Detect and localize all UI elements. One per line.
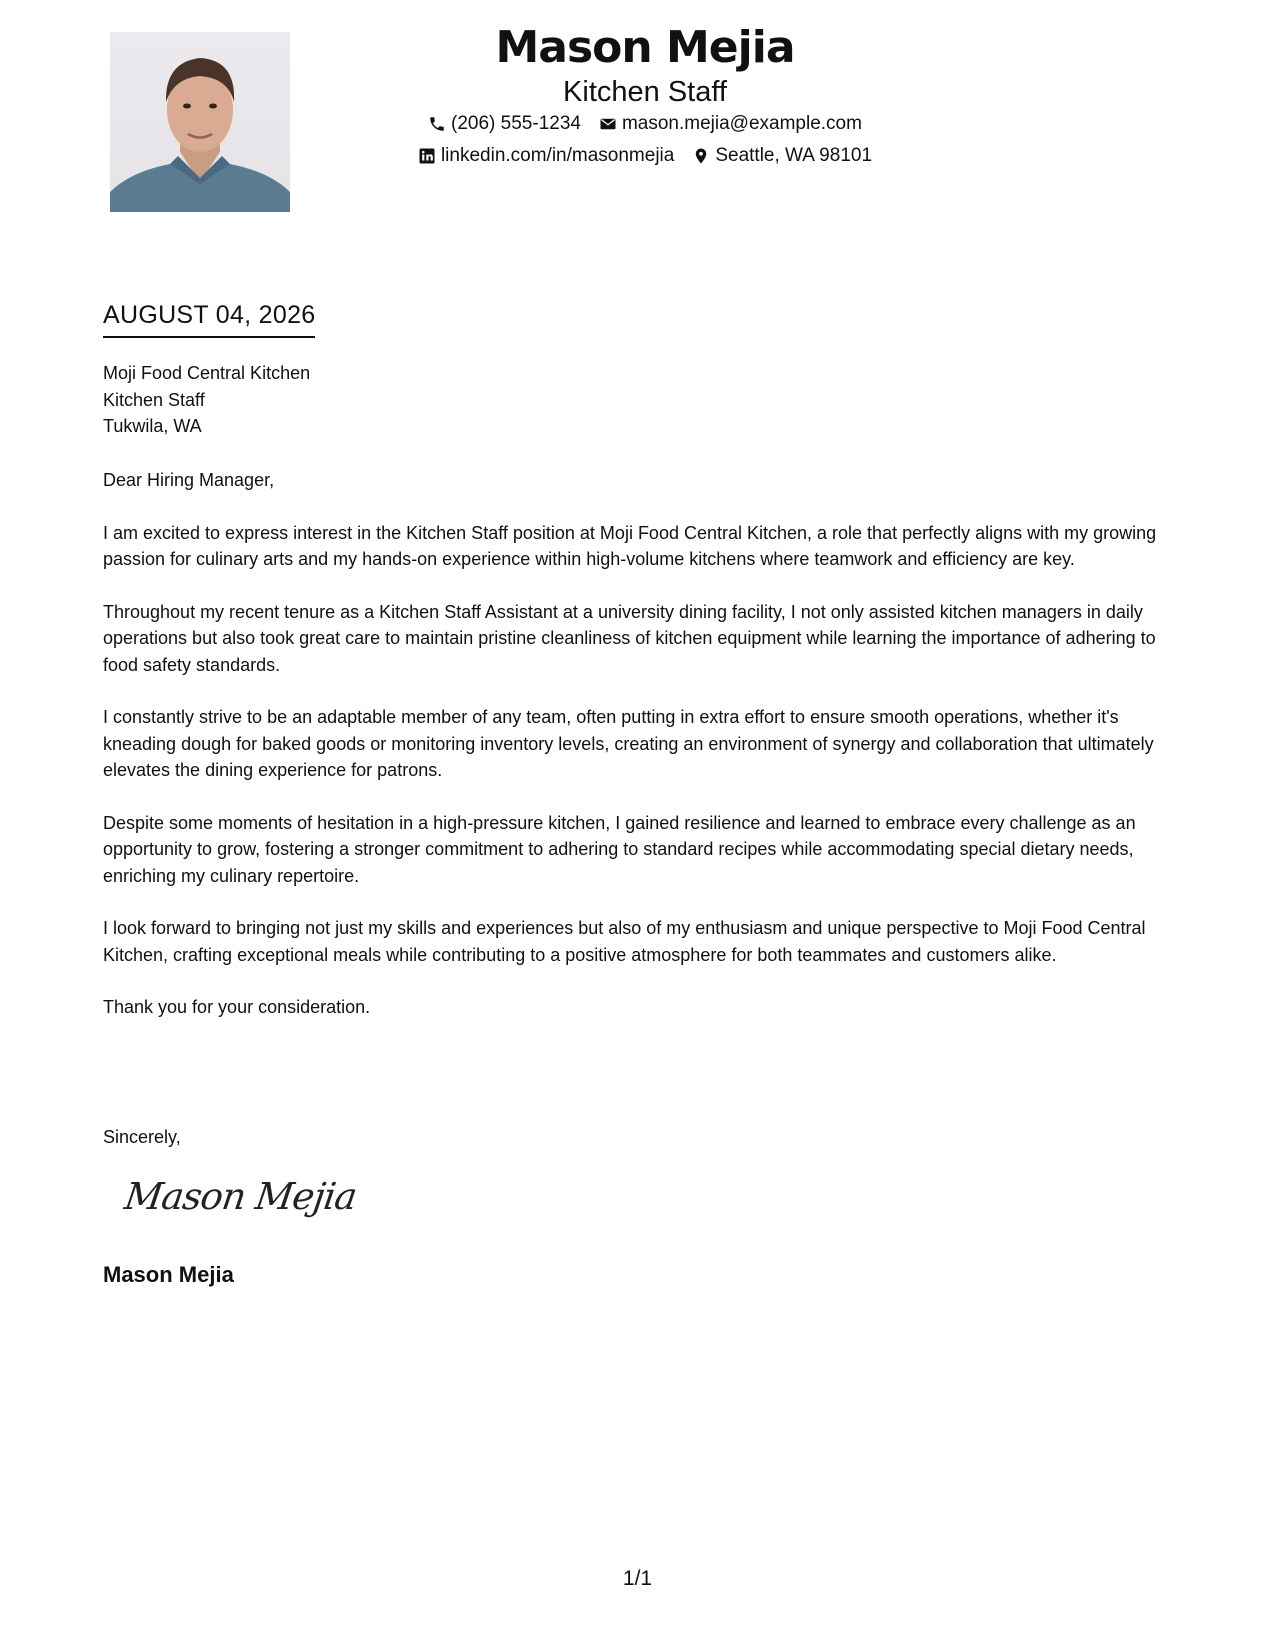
contact-row-1 — [330, 108, 960, 140]
linkedin-contact[interactable] — [418, 140, 674, 172]
phone-contact — [428, 108, 581, 140]
applicant-title: Kitchen Staff — [563, 76, 727, 108]
recipient-location: Tukwila, WA — [103, 416, 202, 436]
letter-body — [103, 467, 1178, 1047]
recipient-position: Kitchen Staff — [103, 389, 205, 410]
signed-name: Mason Mejia — [103, 1262, 234, 1287]
thank-you-line: Thank you for your consideration. — [103, 997, 371, 1017]
handwritten-signature: Mason Mejia — [121, 1175, 359, 1218]
greeting: Dear Hiring Manager, — [103, 470, 275, 490]
location-contact — [692, 140, 872, 172]
person-portrait-icon — [110, 32, 290, 212]
recipient-block — [103, 360, 310, 440]
email-address[interactable]: mason.mejia@example.com — [621, 113, 862, 134]
linkedin-icon — [418, 147, 436, 165]
body-paragraph: Despite some moments of hesitation in a high-pressure kitchen, I gained resilience and learned to embrace every challenge as an opportunity to grow, fostering a stronger commitment to adhering to standard recipes while accommodating special dietary needs, enriching my culinary repertoire. — [103, 812, 1136, 886]
body-paragraph: I am excited to express interest in the Kitchen Staff position at Moji Food Central Kitchen, a role that perfectly aligns with my growing passion for culinary arts and my hands-on experience within high-volume kitchens where teamwork and efficiency are key. — [103, 522, 1157, 569]
email-icon — [599, 115, 617, 133]
phone-number: (206) 555-1234 — [451, 113, 581, 134]
location-text: Seattle, WA 98101 — [715, 145, 873, 166]
applicant-name: Mason Mejia — [495, 22, 795, 73]
location-pin-icon — [692, 147, 710, 165]
page-number: 1/1 — [622, 1567, 653, 1590]
email-contact[interactable] — [599, 108, 862, 140]
recipient-company: Moji Food Central Kitchen — [103, 363, 311, 383]
closing-line: Sincerely, — [103, 1127, 181, 1147]
profile-photo — [110, 32, 290, 212]
letter-date: AUGUST 04, 2026 — [103, 300, 315, 338]
body-paragraph: I look forward to bringing not just my skills and experiences but also of my enthusiasm and unique perspective to Moji Food Central Kitchen, crafting exceptional meals while contributing to a positive atmosphere for both teammates and customers alike. — [103, 918, 1146, 965]
letter-header — [330, 20, 960, 172]
linkedin-url[interactable]: linkedin.com/in/masonmejia — [440, 145, 675, 166]
body-paragraph: Throughout my recent tenure as a Kitchen Staff Assistant at a university dining facility, I not only assisted kitchen managers in daily operations but also took great care to maintain pristine cleanliness of kitchen equipment while learning the importance of adhering to food safety standards. — [103, 601, 1156, 675]
body-paragraph: I constantly strive to be an adaptable member of any team, often putting in extra effort to ensure smooth operations, whether it's kneading dough for baked goods or monitoring inventory levels, creating an environment of synergy and collaboration that ultimately elevates the dining experience for patrons. — [103, 707, 1154, 780]
phone-icon — [428, 115, 446, 133]
contact-row-2 — [330, 140, 960, 172]
